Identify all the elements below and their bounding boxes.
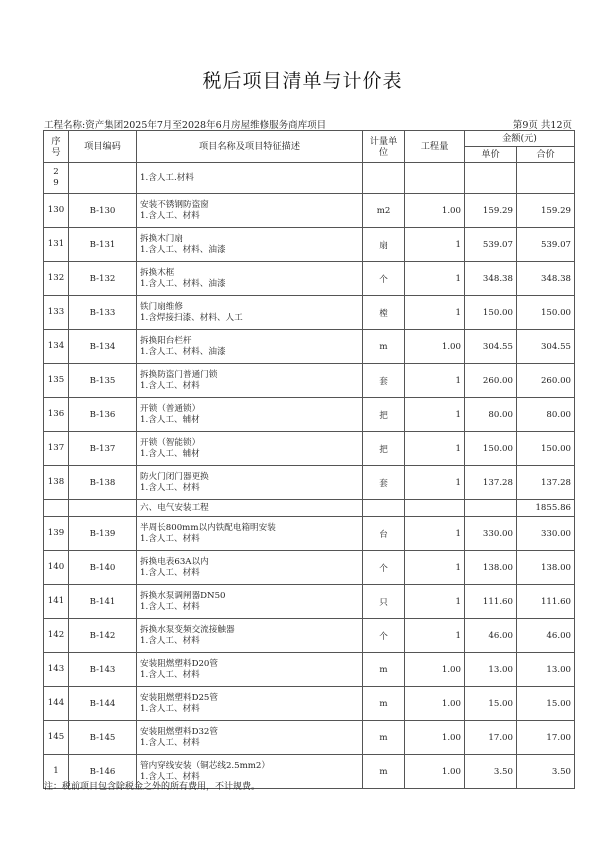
cell-code: B-137 — [69, 432, 137, 466]
cell-unit: m — [363, 330, 405, 364]
cell-qty: 1.00 — [405, 755, 465, 789]
cell-seq: 131 — [44, 228, 69, 262]
cell-description — [137, 228, 363, 262]
item-feature: 1.含人工、材料 — [140, 601, 200, 612]
cell-total: 15.00 — [517, 687, 575, 721]
cell-qty: 1 — [405, 585, 465, 619]
cell-code: B-132 — [69, 262, 137, 296]
table-row — [44, 517, 575, 551]
cell-seq: 139 — [44, 517, 69, 551]
cell-total: 150.00 — [517, 432, 575, 466]
cell-description — [137, 517, 363, 551]
cell-seq: 133 — [44, 296, 69, 330]
col-seq: 序号 — [44, 131, 69, 163]
cell-unit-price: 539.07 — [465, 228, 517, 262]
cell-code: B-133 — [69, 296, 137, 330]
cell-unit: m — [363, 687, 405, 721]
cell-description — [137, 500, 363, 517]
cell-unit-price: 17.00 — [465, 721, 517, 755]
cell-qty: 1.00 — [405, 687, 465, 721]
item-name: 拆换电表63A以内 — [140, 556, 209, 567]
cell-code: B-146 — [69, 755, 137, 789]
cell-qty: 1 — [405, 432, 465, 466]
col-amount: 金额(元) — [465, 131, 575, 147]
cell-qty: 1.00 — [405, 194, 465, 228]
item-name: 安装不锈钢防盗窗 — [140, 199, 209, 210]
cell-seq: 134 — [44, 330, 69, 364]
cell-unit: 个 — [363, 619, 405, 653]
cell-description — [137, 619, 363, 653]
cell-unit-price: 260.00 — [465, 364, 517, 398]
cell-qty: 1 — [405, 619, 465, 653]
cell-code: B-139 — [69, 517, 137, 551]
cell-code: B-134 — [69, 330, 137, 364]
col-unit: 计量单位 — [363, 131, 405, 163]
project-name: 工程名称:资产集团2025年7月至2028年6月房屋维修服务商库项目 — [44, 120, 327, 131]
table-row — [44, 262, 575, 296]
page-number: 第9页 共12页 — [512, 120, 572, 131]
cell-qty: 1 — [405, 296, 465, 330]
cell-total: 159.29 — [517, 194, 575, 228]
cell-unit: 套 — [363, 466, 405, 500]
cell-unit-price: 159.29 — [465, 194, 517, 228]
cell-description — [137, 721, 363, 755]
table-row — [44, 585, 575, 619]
cell-seq: 144 — [44, 687, 69, 721]
cell-unit: 个 — [363, 551, 405, 585]
pricing-table — [43, 130, 575, 789]
item-name: 防火门闭门器更换 — [140, 471, 209, 482]
col-name: 项目名称及项目特征描述 — [137, 131, 363, 163]
cell-seq — [44, 500, 69, 517]
cell-code — [69, 500, 137, 517]
cell-qty: 1 — [405, 466, 465, 500]
cell-seq: 132 — [44, 262, 69, 296]
cell-code: B-141 — [69, 585, 137, 619]
cell-unit: m — [363, 721, 405, 755]
table-row — [44, 163, 575, 194]
cell-qty: 1 — [405, 517, 465, 551]
item-feature: 1.含人工、材料 — [140, 669, 200, 680]
col-total: 合价 — [517, 147, 575, 163]
cell-code: B-143 — [69, 653, 137, 687]
col-qty: 工程量 — [405, 131, 465, 163]
item-name: 半周长800mm以内铁配电箱明安装 — [140, 522, 276, 533]
item-name: 拆换防盗门普通门锁 — [140, 369, 218, 380]
item-feature: 1.含人工、材料 — [140, 533, 200, 544]
cell-unit-price — [465, 163, 517, 194]
cell-total: 539.07 — [517, 228, 575, 262]
cell-qty: 1.00 — [405, 330, 465, 364]
cell-total: 260.00 — [517, 364, 575, 398]
item-name: 开锁（普通锁） — [140, 403, 201, 414]
cell-code: B-136 — [69, 398, 137, 432]
cell-description — [137, 687, 363, 721]
cell-seq: 143 — [44, 653, 69, 687]
table-row — [44, 432, 575, 466]
cell-qty: 1 — [405, 551, 465, 585]
section-row — [44, 500, 575, 517]
item-name: 拆换水泵变频交流接触器 — [140, 624, 235, 635]
cell-unit: m — [363, 653, 405, 687]
cell-description — [137, 194, 363, 228]
cell-description — [137, 398, 363, 432]
cell-unit-price: 138.00 — [465, 551, 517, 585]
item-feature: 1.含人工、材料 — [140, 482, 200, 493]
cell-qty: 1 — [405, 364, 465, 398]
item-feature: 1.含人工、材料、油漆 — [140, 346, 226, 357]
item-name: 管内穿线安装（铜芯线2.5mm2） — [140, 760, 270, 771]
cell-code: B-138 — [69, 466, 137, 500]
table-row — [44, 296, 575, 330]
item-feature: 1.含人工、材料、油漆 — [140, 278, 226, 289]
cell-unit: 樘 — [363, 296, 405, 330]
item-feature: 1.含人工、材料、油漆 — [140, 244, 226, 255]
cell-seq: 141 — [44, 585, 69, 619]
cell-qty: 1 — [405, 398, 465, 432]
cell-seq: 137 — [44, 432, 69, 466]
cell-unit-price: 15.00 — [465, 687, 517, 721]
cell-unit-price: 304.55 — [465, 330, 517, 364]
cell-description — [137, 585, 363, 619]
cell-unit: 个 — [363, 262, 405, 296]
cell-code: B-142 — [69, 619, 137, 653]
cell-code: B-145 — [69, 721, 137, 755]
table-row — [44, 551, 575, 585]
cell-qty: 1.00 — [405, 653, 465, 687]
table-row — [44, 721, 575, 755]
cell-code: B-131 — [69, 228, 137, 262]
item-name: 铁门扇维修 — [140, 301, 183, 312]
cell-unit-price: 348.38 — [465, 262, 517, 296]
table-row — [44, 194, 575, 228]
cell-description — [137, 551, 363, 585]
cell-unit-price: 13.00 — [465, 653, 517, 687]
table-row — [44, 364, 575, 398]
cell-description — [137, 330, 363, 364]
item-feature: 1.含焊接扫漆、材料、人工 — [140, 312, 243, 323]
cell-description — [137, 432, 363, 466]
cell-seq: 140 — [44, 551, 69, 585]
item-name: 拆换木框 — [140, 267, 175, 278]
item-feature: 1.含人工、材料 — [140, 567, 200, 578]
cell-total: 304.55 — [517, 330, 575, 364]
table-row — [44, 398, 575, 432]
cell-code — [69, 163, 137, 194]
cell-unit-price: 80.00 — [465, 398, 517, 432]
item-feature: 1.含人工、材料 — [140, 635, 200, 646]
cell-description — [137, 163, 363, 194]
cell-total: 330.00 — [517, 517, 575, 551]
cell-unit-price: 150.00 — [465, 296, 517, 330]
cell-code: B-135 — [69, 364, 137, 398]
cell-unit: m — [363, 755, 405, 789]
cell-seq: 135 — [44, 364, 69, 398]
cell-unit-price: 46.00 — [465, 619, 517, 653]
item-feature: 1.含人工、辅材 — [140, 414, 200, 425]
cell-description — [137, 466, 363, 500]
cell-qty: 1 — [405, 228, 465, 262]
item-feature: 1.含人工、辅材 — [140, 448, 200, 459]
cell-unit-price — [465, 500, 517, 517]
item-feature: 1.含人工、材料 — [140, 703, 200, 714]
cell-qty: 1 — [405, 262, 465, 296]
cell-description — [137, 262, 363, 296]
cell-qty — [405, 163, 465, 194]
cell-unit: 扇 — [363, 228, 405, 262]
cell-seq: 145 — [44, 721, 69, 755]
cell-unit: m2 — [363, 194, 405, 228]
cell-total: 13.00 — [517, 653, 575, 687]
cell-total: 80.00 — [517, 398, 575, 432]
item-name: 安装阻燃塑料D20管 — [140, 658, 218, 669]
item-feature: 1.含人工、材料 — [140, 380, 200, 391]
cell-unit-price: 137.28 — [465, 466, 517, 500]
cell-unit-price: 330.00 — [465, 517, 517, 551]
cell-seq: 138 — [44, 466, 69, 500]
cell-unit: 只 — [363, 585, 405, 619]
cell-description — [137, 296, 363, 330]
cell-unit: 把 — [363, 432, 405, 466]
cell-qty: 1.00 — [405, 721, 465, 755]
cell-code: B-130 — [69, 194, 137, 228]
item-name: 六、电气安装工程 — [140, 502, 209, 513]
cell-description — [137, 653, 363, 687]
table-row — [44, 653, 575, 687]
page-title: 税后项目清单与计价表 — [202, 70, 403, 92]
table-row — [44, 619, 575, 653]
cell-total: 111.60 — [517, 585, 575, 619]
item-name: 1.含人工.材料 — [140, 172, 194, 183]
item-name: 安装阻燃塑料D32管 — [140, 726, 218, 737]
cell-unit: 把 — [363, 398, 405, 432]
cell-seq: 1 — [44, 755, 69, 789]
cell-unit-price: 150.00 — [465, 432, 517, 466]
cell-total: 17.00 — [517, 721, 575, 755]
cell-qty — [405, 500, 465, 517]
item-name: 开锁（智能锁） — [140, 437, 201, 448]
cell-code: B-144 — [69, 687, 137, 721]
cell-total: 1855.86 — [517, 500, 575, 517]
cell-code: B-140 — [69, 551, 137, 585]
cell-total: 138.00 — [517, 551, 575, 585]
item-name: 安装阻燃塑料D25管 — [140, 692, 218, 703]
cell-unit-price: 3.50 — [465, 755, 517, 789]
item-feature: 1.含人工、材料 — [140, 771, 200, 782]
col-code: 项目编码 — [69, 131, 137, 163]
footnote: 注：税前项目包含除税金之外的所有费用，不计规费。 — [44, 782, 261, 792]
table-row — [44, 228, 575, 262]
item-feature: 1.含人工、材料 — [140, 737, 200, 748]
cell-total: 348.38 — [517, 262, 575, 296]
table-row — [44, 687, 575, 721]
cell-seq: 2 9 — [44, 163, 69, 194]
cell-unit: 套 — [363, 364, 405, 398]
cell-unit — [363, 163, 405, 194]
cell-description — [137, 364, 363, 398]
table-row — [44, 466, 575, 500]
item-name: 拆换木门扇 — [140, 233, 183, 244]
col-unit-price: 单价 — [465, 147, 517, 163]
cell-total: 150.00 — [517, 296, 575, 330]
cell-total: 137.28 — [517, 466, 575, 500]
cell-total — [517, 163, 575, 194]
cell-unit-price: 111.60 — [465, 585, 517, 619]
table-row — [44, 330, 575, 364]
item-feature: 1.含人工、材料 — [140, 210, 200, 221]
cell-total: 3.50 — [517, 755, 575, 789]
cell-unit: 台 — [363, 517, 405, 551]
item-name: 拆换水泵调闸器DN50 — [140, 590, 226, 601]
cell-total: 46.00 — [517, 619, 575, 653]
cell-seq: 136 — [44, 398, 69, 432]
cell-unit — [363, 500, 405, 517]
cell-seq: 130 — [44, 194, 69, 228]
cell-seq: 142 — [44, 619, 69, 653]
item-name: 拆换阳台栏杆 — [140, 335, 192, 346]
